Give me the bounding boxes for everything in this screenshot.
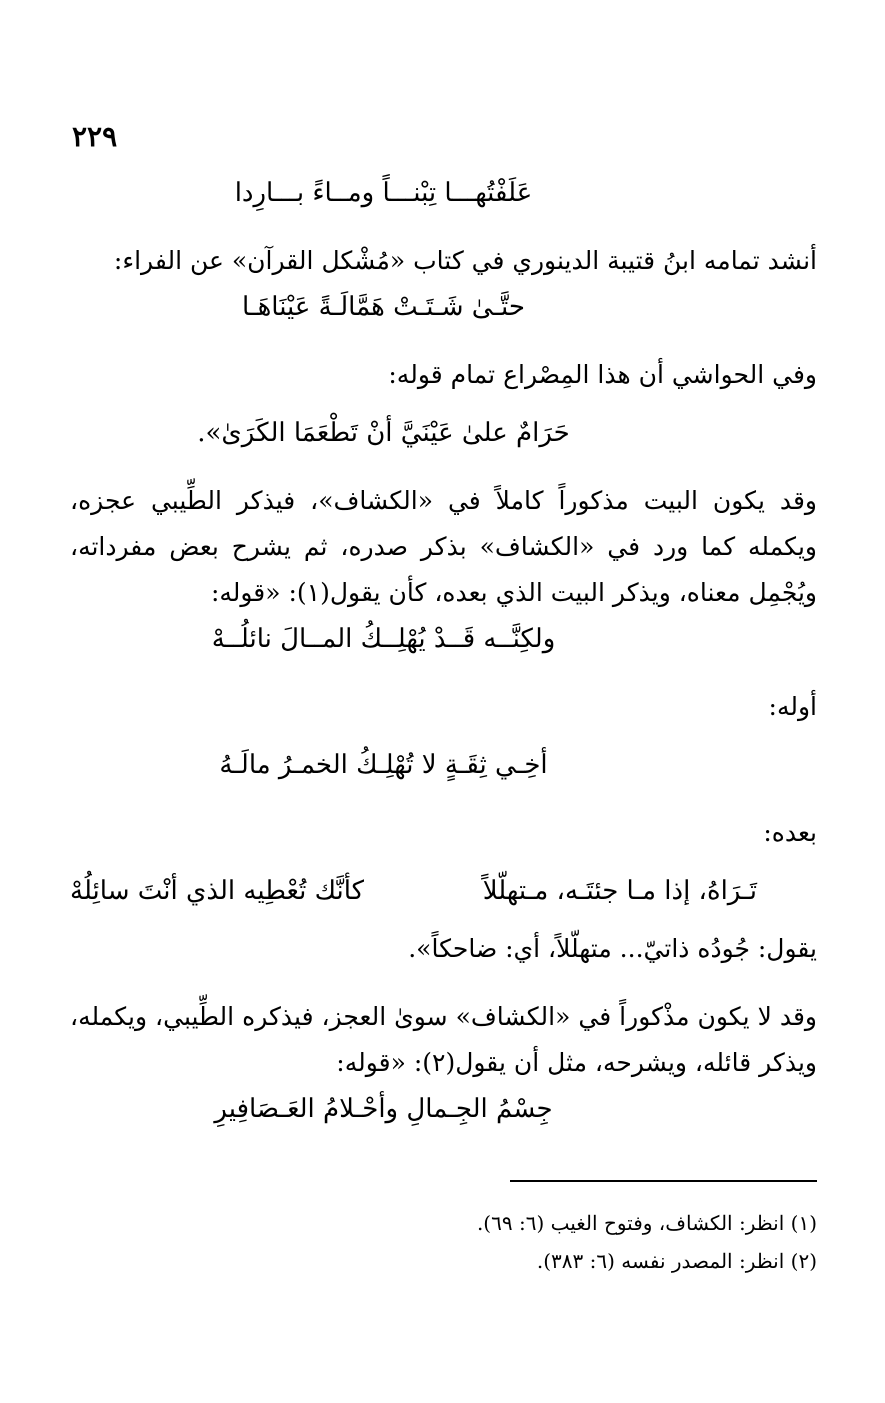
footnote-divider (510, 1180, 817, 1182)
verse-line: حتَّـىٰ شَـتَـتْ هَمَّالَـةً عَيْنَاهَـا (242, 292, 525, 322)
footnote: (٢) انظر: المصدر نفسه (٦: ٣٨٣). (536, 1249, 817, 1273)
paragraph: يقول: جُودُه ذاتيّ... متهلّلاً، أي: ضاحكاً». (408, 934, 817, 963)
footnotes (77, 1204, 817, 1280)
paragraph: أنشد تمامه ابنُ قتيبة الدينوري في كتاب «مُشْكل القرآن» عن الفراء: (113, 246, 817, 275)
verse-line: عَلَفْتُهـــا تِبْنـــاً ومــاءً بـــارِدا (234, 178, 533, 208)
main-text (70, 170, 817, 1132)
first-hemistich: تَـرَاهُ، إذا مـا جئتَـه، مـتهلّلاً (482, 876, 757, 906)
page-number: ٢٢٩ (72, 120, 118, 153)
second-hemistich: كأنَّك تُعْطِيه الذي أنْتَ سائِلُهْ (70, 876, 365, 906)
section-label: أوله: (768, 692, 817, 721)
verse-couplet (70, 868, 817, 914)
footnote: (١) انظر: الكشاف، وفتوح الغيب (٦: ٦٩). (476, 1211, 817, 1235)
section-label: بعده: (763, 818, 817, 847)
verse-line: جِسْمُ الجِـمالِ وأحْـلامُ العَـصَافِيرِ (214, 1094, 553, 1124)
paragraph: وقد لا يكون مذْكوراً في «الكشاف» سوىٰ العجز، فيذكره الطِّيبي، ويكمله، ويذكر قائله، ويشرحه، مثل أن يقول(٢): «قوله: (70, 1002, 817, 1077)
paragraph: وفي الحواشي أن هذا المِصْراع تمام قوله: (388, 360, 817, 389)
paragraph: وقد يكون البيت مذكوراً كاملاً في «الكشاف»، فيذكر الطِّيبي عجزه، ويكمله كما ورد في «الكشاف» بذكر صدره، ثم يشرح بعض مفرداته، ويُجْمِل معناه، ويذكر البيت الذي بعده، كأن يقول(١): «قوله: (70, 486, 817, 607)
verse-line: ولكِنَّــه قَــدْ يُهْلِــكُ المــالَ نائلُــهْ (211, 624, 556, 654)
verse-line: حَرَامٌ علىٰ عَيْنَيَّ أنْ تَطْعَمَا الكَرَىٰ». (197, 418, 570, 448)
verse-line: أخِـي ثِقَـةٍ لا تُهْلِـكُ الخمـرُ مالَـهُ (219, 750, 548, 780)
